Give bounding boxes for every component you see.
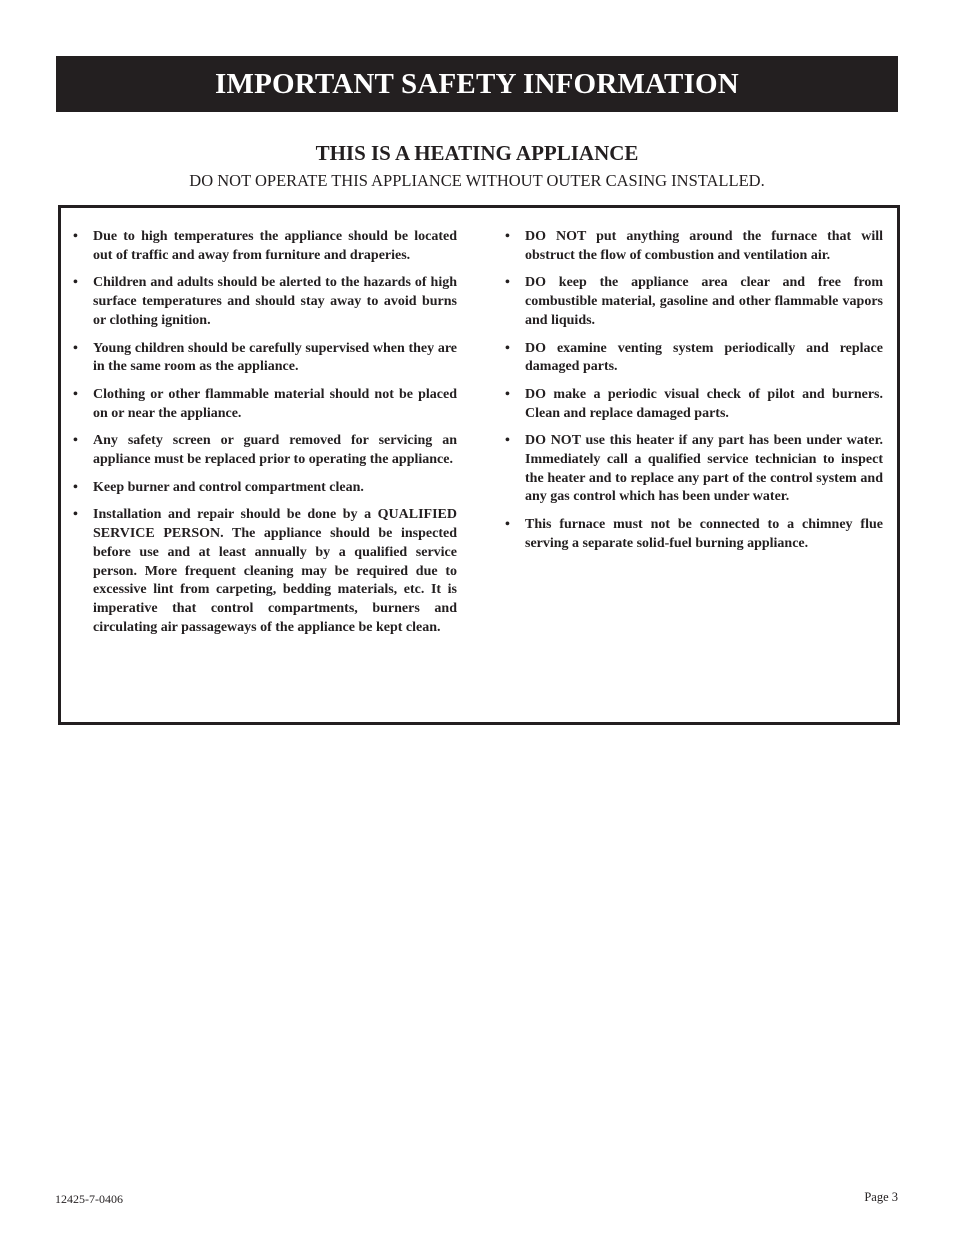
bullet-icon: • <box>73 507 78 523</box>
bullet-icon: • <box>73 386 78 402</box>
list-item <box>71 432 457 469</box>
list-item-text: DO keep the appliance area clear and free from combustible material, gasoline and other flammable vapors and liquids. <box>525 275 883 328</box>
section-subheading: DO NOT OPERATE THIS APPLIANCE WITHOUT OUTER CASING INSTALLED. <box>189 171 765 190</box>
right-column <box>503 228 883 563</box>
list-item-text: Clothing or other flammable material should not be placed on or near the appliance. <box>93 386 457 421</box>
list-item <box>503 228 883 265</box>
list-item <box>71 479 457 498</box>
bullet-icon: • <box>505 386 510 402</box>
list-item <box>503 432 883 507</box>
title-banner <box>56 56 898 112</box>
list-item <box>503 516 883 553</box>
list-item <box>71 506 457 637</box>
list-item <box>503 340 883 377</box>
list-item <box>71 386 457 423</box>
safety-box <box>58 205 900 725</box>
page-number: Page 3 <box>864 1190 898 1204</box>
list-item-text: DO examine venting system periodically and replace damaged parts. <box>525 340 883 375</box>
list-item-text: Any safety screen or guard removed for servicing an appliance must be replaced prior to operating the appliance. <box>93 433 457 468</box>
list-item-text: Installation and repair should be done by a QUALIFIED SERVICE PERSON. The appliance should be inspected before use and at least annually by a qualified service person. More frequent cleaning may be required due to excessive lint from carpeting, bedding materials, etc. It is imperative that control compartments, burners and circulating air passageways of the appliance be kept clean. <box>93 507 457 635</box>
list-item-text: Young children should be carefully supervised when they are in the same room as the appliance. <box>93 340 457 375</box>
list-item-text: DO NOT use this heater if any part has been under water. Immediately call a qualified service technician to inspect the heater and to replace any part of the control system and any gas control which has been under water. <box>525 433 883 505</box>
list-item-text: DO make a periodic visual check of pilot and burners. Clean and replace damaged parts. <box>525 386 883 421</box>
list-item-text: This furnace must not be connected to a chimney flue serving a separate solid-fuel burning appliance. <box>525 517 883 551</box>
list-item <box>503 274 883 330</box>
list-item-text: Keep burner and control compartment clean. <box>93 479 364 495</box>
left-column <box>71 228 457 646</box>
document-number: 12425-7-0406 <box>55 1192 123 1206</box>
bullet-icon: • <box>73 479 78 495</box>
list-item <box>503 386 883 423</box>
bullet-icon: • <box>73 433 78 449</box>
page-title: IMPORTANT SAFETY INFORMATION <box>215 67 739 100</box>
list-item-text: DO NOT put anything around the furnace that will obstruct the flow of combustion and ventilation air. <box>525 229 883 263</box>
bullet-icon: • <box>505 229 510 244</box>
list-item <box>71 274 457 330</box>
bullet-icon: • <box>73 229 78 244</box>
section-heading: THIS IS A HEATING APPLIANCE <box>315 141 639 165</box>
bullet-icon: • <box>73 275 78 291</box>
bullet-icon: • <box>505 340 510 356</box>
bullet-icon: • <box>73 340 78 356</box>
list-item <box>71 340 457 377</box>
list-item <box>71 228 457 265</box>
bullet-icon: • <box>505 275 510 291</box>
bullet-icon: • <box>505 433 510 449</box>
list-item-text: Due to high temperatures the appliance should be located out of traffic and away from furniture and draperies. <box>93 229 457 263</box>
list-item-text: Children and adults should be alerted to the hazards of high surface temperatures and should stay away to avoid burns or clothing ignition. <box>93 275 457 328</box>
bullet-icon: • <box>505 517 510 533</box>
